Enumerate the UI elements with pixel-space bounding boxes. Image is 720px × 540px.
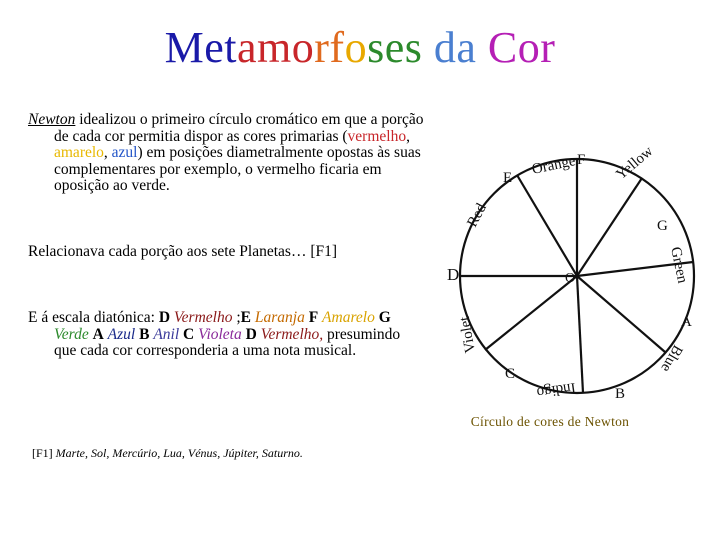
scale-note: C <box>183 325 195 343</box>
scale-note: E <box>240 309 251 326</box>
scale-color-name: Verde <box>54 325 89 343</box>
letter-f: F <box>577 152 586 168</box>
sep-1: , <box>406 127 410 145</box>
scale-note: G <box>378 309 391 326</box>
title-letter: e <box>204 23 225 72</box>
footnote <box>32 446 303 461</box>
title-letter: o <box>344 23 368 72</box>
title-letter: M <box>164 23 205 72</box>
title-letter: o <box>517 23 541 72</box>
word-vermelho: vermelho <box>347 127 407 145</box>
center-o: O <box>565 271 576 286</box>
scale-notes: D Vermelho ;E Laranja F Amarelo G Verde A Azul B Anil C Violeta D Vermelho, <box>54 309 391 343</box>
scale-color-name: Azul <box>107 325 136 343</box>
scale-ending: presumindo que cada cor corresponderia a uma nota musical. <box>54 325 401 359</box>
scale-color-name: Amarelo <box>322 309 375 326</box>
scale-note: D <box>245 325 257 343</box>
label-indigo: Indigo <box>535 379 577 401</box>
page-title <box>0 22 720 74</box>
label-violet: Violet <box>456 315 479 355</box>
newton-color-wheel <box>425 130 720 410</box>
letter-c: C <box>505 366 516 382</box>
title-letter: e <box>384 23 405 72</box>
letter-b: B <box>615 386 626 402</box>
footnote-text: Marte, Sol, Mercúrio, Lua, Vénus, Júpiter, Saturno. <box>55 446 303 460</box>
title-letter <box>476 23 488 72</box>
paragraph-scale <box>28 310 426 360</box>
label-blue: Blue <box>657 342 686 375</box>
paragraph-newton <box>28 112 426 195</box>
word-amarelo: amarelo <box>54 144 104 161</box>
scale-color-name: Laranja <box>254 309 305 326</box>
title-letter: C <box>487 23 518 72</box>
title-letter: r <box>314 23 330 72</box>
scale-color-name: Violeta <box>198 325 242 343</box>
sector-line-5 <box>577 276 665 352</box>
letter-e: E <box>503 170 513 186</box>
wheel-caption: Círculo de cores de Newton <box>470 414 630 429</box>
label-orange: Orange <box>530 153 578 178</box>
title-letter: d <box>433 23 457 72</box>
label-green: Green <box>667 245 691 285</box>
title-letter: f <box>329 23 345 72</box>
title-letter: a <box>236 23 258 72</box>
title-letter: s <box>404 23 423 72</box>
scale-note: A <box>92 325 104 343</box>
title-letter: r <box>540 23 556 72</box>
title-letter: s <box>367 23 385 72</box>
scale-note: D <box>158 309 171 326</box>
footnote-ref: [F1] <box>32 446 53 460</box>
wheel-strokes <box>460 159 694 393</box>
scale-color-name: Vermelho, <box>260 325 324 343</box>
title-letter: a <box>456 23 477 72</box>
newton-link[interactable]: Newton <box>28 111 76 128</box>
sector-line-2 <box>517 175 577 276</box>
scale-intro: E á escala diatónica: <box>28 309 159 326</box>
scale-color-name: Vermelho <box>173 309 233 326</box>
scale-color-name: Anil <box>153 325 180 343</box>
title-letter <box>422 23 434 72</box>
letter-d: D <box>447 265 460 284</box>
paragraph-planets: Relacionava cada porção aos sete Planetas… [F1] <box>28 243 338 260</box>
letter-a: A <box>681 314 692 330</box>
text-b: ) em posições diametralmente opostas às suas complementares por exemplo, o vermelho ficaria em oposição ao verde. <box>54 144 421 194</box>
word-azul: azul <box>111 144 138 161</box>
title-letter: m <box>257 23 292 72</box>
text-a: idealizou o primeiro círculo cromático em que a porção de cada cor permitia dispor as cores primarias ( <box>54 111 424 145</box>
title-letter: t <box>224 23 237 72</box>
label-yellow: Yellow <box>613 143 657 184</box>
sector-line-7 <box>485 276 577 350</box>
scale-note: F <box>308 309 319 326</box>
sector-line-3 <box>577 178 642 276</box>
scale-note: B <box>139 325 150 343</box>
letter-g: G <box>657 218 668 234</box>
title-letter: o <box>291 23 315 72</box>
label-red: Red <box>464 201 490 230</box>
sector-line-6 <box>577 276 583 393</box>
sep-2: , <box>103 144 112 161</box>
